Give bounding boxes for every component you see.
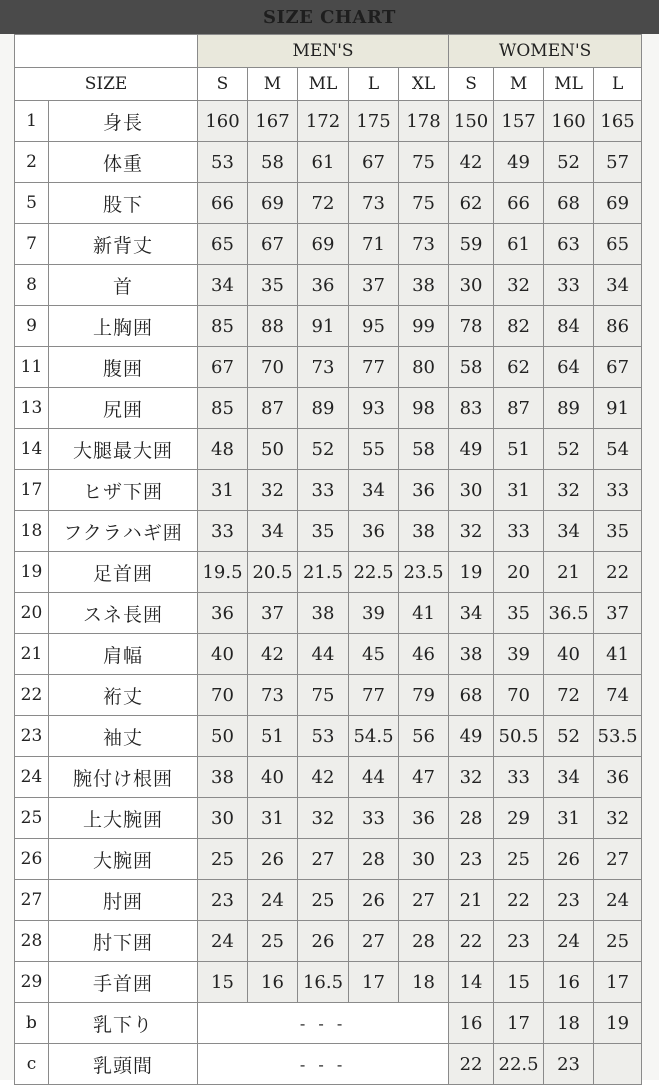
mens-value-cell: 87 — [248, 388, 298, 429]
table-row — [15, 880, 642, 921]
womens-value-cell: 42 — [449, 142, 494, 183]
womens-value-cell: 49 — [494, 142, 544, 183]
mens-value-cell: 99 — [399, 306, 449, 347]
womens-value-cell: 16 — [449, 1003, 494, 1044]
mens-value-cell: 58 — [248, 142, 298, 183]
mens-value-cell: 44 — [349, 757, 399, 798]
mens-value-cell: 27 — [298, 839, 349, 880]
mens-value-cell: 91 — [298, 306, 349, 347]
womens-value-cell: 19 — [594, 1003, 642, 1044]
table-row — [15, 142, 642, 183]
womens-value-cell: 36 — [594, 757, 642, 798]
mens-value-cell: 27 — [399, 880, 449, 921]
womens-value-cell: 34 — [544, 511, 594, 552]
mens-value-cell: 35 — [298, 511, 349, 552]
womens-value-cell: 32 — [594, 798, 642, 839]
table-row — [15, 634, 642, 675]
table-row — [15, 347, 642, 388]
womens-value-cell: 29 — [494, 798, 544, 839]
measurement-name-cell: 股下 — [49, 183, 198, 224]
row-number-cell: 25 — [15, 798, 49, 839]
womens-value-cell: 14 — [449, 962, 494, 1003]
mens-value-cell: 41 — [399, 593, 449, 634]
mens-value-cell: 36 — [399, 470, 449, 511]
mens-value-cell: 61 — [298, 142, 349, 183]
row-number-cell: 13 — [15, 388, 49, 429]
mens-value-cell: 66 — [198, 183, 248, 224]
row-number-cell: 21 — [15, 634, 49, 675]
womens-size-header: L — [594, 68, 642, 101]
mens-value-cell: 53 — [198, 142, 248, 183]
mens-value-cell: 67 — [248, 224, 298, 265]
mens-value-cell: 25 — [298, 880, 349, 921]
womens-value-cell: 87 — [494, 388, 544, 429]
mens-value-cell: 48 — [198, 429, 248, 470]
womens-value-cell: 24 — [544, 921, 594, 962]
mens-value-cell: 23.5 — [399, 552, 449, 593]
mens-not-applicable-cell: - - - — [198, 1044, 449, 1085]
mens-value-cell: 77 — [349, 347, 399, 388]
womens-value-cell: 25 — [594, 921, 642, 962]
table-row — [15, 839, 642, 880]
mens-value-cell: 34 — [248, 511, 298, 552]
mens-value-cell: 21.5 — [298, 552, 349, 593]
womens-value-cell: 52 — [544, 142, 594, 183]
table-row — [15, 798, 642, 839]
womens-value-cell: 22 — [594, 552, 642, 593]
womens-value-cell: 53.5 — [594, 716, 642, 757]
womens-value-cell: 30 — [449, 265, 494, 306]
womens-value-cell: 17 — [494, 1003, 544, 1044]
mens-value-cell: 45 — [349, 634, 399, 675]
mens-value-cell: 32 — [298, 798, 349, 839]
womens-value-cell: 31 — [494, 470, 544, 511]
measurement-name-cell: 肩幅 — [49, 634, 198, 675]
size-chart-table — [14, 34, 642, 1085]
womens-value-cell: 150 — [449, 101, 494, 142]
womens-value-cell: 35 — [494, 593, 544, 634]
table-row — [15, 593, 642, 634]
table-row — [15, 675, 642, 716]
womens-value-cell: 165 — [594, 101, 642, 142]
womens-value-cell: 72 — [544, 675, 594, 716]
measurement-name-cell: 大腿最大囲 — [49, 429, 198, 470]
mens-value-cell: 36 — [349, 511, 399, 552]
table-row — [15, 552, 642, 593]
mens-value-cell: 16 — [248, 962, 298, 1003]
womens-value-cell: 67 — [594, 347, 642, 388]
womens-value-cell: 41 — [594, 634, 642, 675]
womens-value-cell: 28 — [449, 798, 494, 839]
mens-value-cell: 26 — [248, 839, 298, 880]
womens-value-cell: 65 — [594, 224, 642, 265]
measurement-name-cell: 袖丈 — [49, 716, 198, 757]
row-number-cell: 5 — [15, 183, 49, 224]
mens-value-cell: 73 — [349, 183, 399, 224]
chart-title-bar — [0, 0, 659, 34]
measurement-name-cell: 首 — [49, 265, 198, 306]
womens-value-cell: 68 — [449, 675, 494, 716]
womens-value-cell: 15 — [494, 962, 544, 1003]
table-row — [15, 183, 642, 224]
table-row — [15, 962, 642, 1003]
row-number-cell: 26 — [15, 839, 49, 880]
mens-value-cell: 73 — [248, 675, 298, 716]
mens-value-cell: 50 — [198, 716, 248, 757]
womens-value-cell: 31 — [544, 798, 594, 839]
womens-value-cell: 49 — [449, 716, 494, 757]
row-number-cell: b — [15, 1003, 49, 1044]
mens-value-cell: 67 — [198, 347, 248, 388]
row-number-cell: 9 — [15, 306, 49, 347]
mens-value-cell: 93 — [349, 388, 399, 429]
womens-value-cell: 52 — [544, 716, 594, 757]
womens-value-cell: 38 — [449, 634, 494, 675]
mens-value-cell: 33 — [298, 470, 349, 511]
row-number-cell: 14 — [15, 429, 49, 470]
womens-value-cell: 22.5 — [494, 1044, 544, 1085]
measurement-name-cell: 肘囲 — [49, 880, 198, 921]
womens-value-cell: 26 — [544, 839, 594, 880]
womens-value-cell: 69 — [594, 183, 642, 224]
measurement-name-cell: 腕付け根囲 — [49, 757, 198, 798]
womens-value-cell: 23 — [544, 880, 594, 921]
womens-value-cell: 64 — [544, 347, 594, 388]
mens-value-cell: 34 — [198, 265, 248, 306]
mens-value-cell: 40 — [248, 757, 298, 798]
corner-blank-cell — [15, 35, 198, 68]
mens-value-cell: 44 — [298, 634, 349, 675]
table-row — [15, 224, 642, 265]
womens-value-cell: 33 — [594, 470, 642, 511]
measurement-name-cell: 新背丈 — [49, 224, 198, 265]
size-header-row — [15, 68, 642, 101]
womens-value-cell: 23 — [449, 839, 494, 880]
mens-value-cell: 30 — [198, 798, 248, 839]
row-number-cell: 7 — [15, 224, 49, 265]
mens-value-cell: 35 — [248, 265, 298, 306]
row-number-cell: 19 — [15, 552, 49, 593]
mens-value-cell: 69 — [248, 183, 298, 224]
womens-value-cell: 36.5 — [544, 593, 594, 634]
mens-value-cell: 50 — [248, 429, 298, 470]
row-number-cell: 17 — [15, 470, 49, 511]
womens-value-cell: 40 — [544, 634, 594, 675]
mens-value-cell: 17 — [349, 962, 399, 1003]
mens-value-cell: 39 — [349, 593, 399, 634]
mens-value-cell: 37 — [248, 593, 298, 634]
row-number-cell: 11 — [15, 347, 49, 388]
table-row — [15, 388, 642, 429]
womens-value-cell — [594, 1044, 642, 1085]
mens-value-cell: 54.5 — [349, 716, 399, 757]
womens-value-cell: 34 — [544, 757, 594, 798]
row-number-cell: 22 — [15, 675, 49, 716]
measurement-name-cell: 上胸囲 — [49, 306, 198, 347]
mens-value-cell: 26 — [298, 921, 349, 962]
table-row — [15, 716, 642, 757]
mens-value-cell: 26 — [349, 880, 399, 921]
mens-value-cell: 70 — [198, 675, 248, 716]
mens-value-cell: 36 — [298, 265, 349, 306]
womens-value-cell: 34 — [594, 265, 642, 306]
womens-value-cell: 23 — [544, 1044, 594, 1085]
womens-value-cell: 39 — [494, 634, 544, 675]
mens-value-cell: 65 — [198, 224, 248, 265]
mens-value-cell: 47 — [399, 757, 449, 798]
mens-value-cell: 51 — [248, 716, 298, 757]
mens-value-cell: 18 — [399, 962, 449, 1003]
mens-value-cell: 88 — [248, 306, 298, 347]
womens-value-cell: 24 — [594, 880, 642, 921]
measurement-name-cell: 肘下囲 — [49, 921, 198, 962]
mens-value-cell: 80 — [399, 347, 449, 388]
womens-value-cell: 23 — [494, 921, 544, 962]
mens-value-cell: 25 — [198, 839, 248, 880]
mens-value-cell: 34 — [349, 470, 399, 511]
mens-value-cell: 22.5 — [349, 552, 399, 593]
mens-value-cell: 38 — [399, 265, 449, 306]
mens-value-cell: 31 — [198, 470, 248, 511]
measurement-name-cell: 上大腕囲 — [49, 798, 198, 839]
mens-value-cell: 73 — [298, 347, 349, 388]
mens-group-header: MEN'S — [198, 35, 449, 68]
mens-value-cell: 37 — [349, 265, 399, 306]
mens-value-cell: 160 — [198, 101, 248, 142]
womens-value-cell: 66 — [494, 183, 544, 224]
womens-value-cell: 78 — [449, 306, 494, 347]
womens-value-cell: 33 — [494, 757, 544, 798]
womens-value-cell: 22 — [449, 921, 494, 962]
womens-value-cell: 62 — [494, 347, 544, 388]
mens-value-cell: 20.5 — [248, 552, 298, 593]
mens-value-cell: 31 — [248, 798, 298, 839]
mens-value-cell: 19.5 — [198, 552, 248, 593]
mens-value-cell: 95 — [349, 306, 399, 347]
measurement-name-cell: 手首囲 — [49, 962, 198, 1003]
mens-value-cell: 38 — [399, 511, 449, 552]
measurement-name-cell: 体重 — [49, 142, 198, 183]
measurement-name-cell: ヒザ下囲 — [49, 470, 198, 511]
row-number-cell: 23 — [15, 716, 49, 757]
womens-value-cell: 37 — [594, 593, 642, 634]
mens-not-applicable-cell: - - - — [198, 1003, 449, 1044]
row-number-cell: 28 — [15, 921, 49, 962]
womens-value-cell: 32 — [494, 265, 544, 306]
womens-value-cell: 32 — [449, 757, 494, 798]
womens-value-cell: 35 — [594, 511, 642, 552]
womens-value-cell: 84 — [544, 306, 594, 347]
measurement-name-cell: 足首囲 — [49, 552, 198, 593]
womens-value-cell: 62 — [449, 183, 494, 224]
womens-value-cell: 59 — [449, 224, 494, 265]
womens-value-cell: 51 — [494, 429, 544, 470]
womens-value-cell: 19 — [449, 552, 494, 593]
measurement-name-cell: フクラハギ囲 — [49, 511, 198, 552]
row-number-cell: 29 — [15, 962, 49, 1003]
womens-value-cell: 20 — [494, 552, 544, 593]
mens-value-cell: 167 — [248, 101, 298, 142]
womens-value-cell: 63 — [544, 224, 594, 265]
mens-value-cell: 33 — [349, 798, 399, 839]
womens-value-cell: 57 — [594, 142, 642, 183]
mens-value-cell: 33 — [198, 511, 248, 552]
measurement-name-cell: 大腕囲 — [49, 839, 198, 880]
mens-size-header: L — [349, 68, 399, 101]
table-row — [15, 265, 642, 306]
womens-value-cell: 86 — [594, 306, 642, 347]
womens-value-cell: 68 — [544, 183, 594, 224]
womens-size-header: S — [449, 68, 494, 101]
measurement-name-cell: 乳下り — [49, 1003, 198, 1044]
mens-value-cell: 85 — [198, 388, 248, 429]
mens-value-cell: 69 — [298, 224, 349, 265]
mens-value-cell: 73 — [399, 224, 449, 265]
table-row — [15, 757, 642, 798]
mens-value-cell: 32 — [248, 470, 298, 511]
mens-value-cell: 175 — [349, 101, 399, 142]
row-number-cell: 24 — [15, 757, 49, 798]
womens-value-cell: 33 — [544, 265, 594, 306]
mens-value-cell: 71 — [349, 224, 399, 265]
womens-value-cell: 21 — [449, 880, 494, 921]
womens-value-cell: 30 — [449, 470, 494, 511]
mens-value-cell: 16.5 — [298, 962, 349, 1003]
mens-value-cell: 72 — [298, 183, 349, 224]
womens-value-cell: 82 — [494, 306, 544, 347]
mens-value-cell: 38 — [298, 593, 349, 634]
mens-value-cell: 75 — [399, 183, 449, 224]
womens-value-cell: 16 — [544, 962, 594, 1003]
womens-value-cell: 34 — [449, 593, 494, 634]
row-number-cell: 18 — [15, 511, 49, 552]
row-number-cell: 8 — [15, 265, 49, 306]
mens-value-cell: 28 — [399, 921, 449, 962]
womens-value-cell: 83 — [449, 388, 494, 429]
measurement-name-cell: 裄丈 — [49, 675, 198, 716]
row-number-cell: 27 — [15, 880, 49, 921]
mens-value-cell: 36 — [198, 593, 248, 634]
mens-value-cell: 24 — [248, 880, 298, 921]
table-row — [15, 101, 642, 142]
mens-size-header: XL — [399, 68, 449, 101]
mens-size-header: M — [248, 68, 298, 101]
womens-value-cell: 91 — [594, 388, 642, 429]
womens-value-cell: 22 — [449, 1044, 494, 1085]
mens-value-cell: 36 — [399, 798, 449, 839]
measurement-name-cell: 乳頭間 — [49, 1044, 198, 1085]
mens-value-cell: 98 — [399, 388, 449, 429]
table-row — [15, 921, 642, 962]
mens-value-cell: 15 — [198, 962, 248, 1003]
mens-size-header: ML — [298, 68, 349, 101]
mens-value-cell: 89 — [298, 388, 349, 429]
mens-value-cell: 30 — [399, 839, 449, 880]
womens-value-cell: 89 — [544, 388, 594, 429]
mens-value-cell: 24 — [198, 921, 248, 962]
mens-value-cell: 42 — [248, 634, 298, 675]
row-number-cell: 2 — [15, 142, 49, 183]
mens-value-cell: 25 — [248, 921, 298, 962]
mens-value-cell: 40 — [198, 634, 248, 675]
row-number-cell: c — [15, 1044, 49, 1085]
chart-title: SIZE CHART — [263, 6, 396, 28]
mens-value-cell: 77 — [349, 675, 399, 716]
table-row — [15, 1044, 642, 1085]
womens-value-cell: 33 — [494, 511, 544, 552]
womens-value-cell: 58 — [449, 347, 494, 388]
measurement-name-cell: 腹囲 — [49, 347, 198, 388]
mens-value-cell: 172 — [298, 101, 349, 142]
mens-value-cell: 67 — [349, 142, 399, 183]
size-label-header: SIZE — [15, 68, 198, 101]
mens-value-cell: 38 — [198, 757, 248, 798]
womens-size-header: ML — [544, 68, 594, 101]
table-row — [15, 306, 642, 347]
womens-value-cell: 70 — [494, 675, 544, 716]
womens-value-cell: 32 — [544, 470, 594, 511]
mens-value-cell: 75 — [399, 142, 449, 183]
mens-value-cell: 52 — [298, 429, 349, 470]
row-number-cell: 1 — [15, 101, 49, 142]
womens-size-header: M — [494, 68, 544, 101]
mens-value-cell: 58 — [399, 429, 449, 470]
group-header-row — [15, 35, 642, 68]
measurement-name-cell: スネ長囲 — [49, 593, 198, 634]
row-number-cell: 20 — [15, 593, 49, 634]
womens-value-cell: 61 — [494, 224, 544, 265]
table-row — [15, 511, 642, 552]
mens-value-cell: 70 — [248, 347, 298, 388]
mens-value-cell: 53 — [298, 716, 349, 757]
womens-value-cell: 22 — [494, 880, 544, 921]
mens-value-cell: 56 — [399, 716, 449, 757]
womens-value-cell: 25 — [494, 839, 544, 880]
mens-value-cell: 46 — [399, 634, 449, 675]
womens-value-cell: 18 — [544, 1003, 594, 1044]
womens-value-cell: 50.5 — [494, 716, 544, 757]
measurement-name-cell: 身長 — [49, 101, 198, 142]
womens-value-cell: 160 — [544, 101, 594, 142]
table-row — [15, 470, 642, 511]
womens-value-cell: 52 — [544, 429, 594, 470]
womens-value-cell: 32 — [449, 511, 494, 552]
mens-value-cell: 79 — [399, 675, 449, 716]
measurement-name-cell: 尻囲 — [49, 388, 198, 429]
mens-size-header: S — [198, 68, 248, 101]
table-row — [15, 1003, 642, 1044]
mens-value-cell: 55 — [349, 429, 399, 470]
womens-value-cell: 27 — [594, 839, 642, 880]
womens-value-cell: 17 — [594, 962, 642, 1003]
mens-value-cell: 42 — [298, 757, 349, 798]
table-row — [15, 429, 642, 470]
mens-value-cell: 27 — [349, 921, 399, 962]
mens-value-cell: 85 — [198, 306, 248, 347]
mens-value-cell: 28 — [349, 839, 399, 880]
mens-value-cell: 178 — [399, 101, 449, 142]
mens-value-cell: 23 — [198, 880, 248, 921]
womens-value-cell: 21 — [544, 552, 594, 593]
womens-value-cell: 74 — [594, 675, 642, 716]
womens-group-header: WOMEN'S — [449, 35, 642, 68]
womens-value-cell: 54 — [594, 429, 642, 470]
womens-value-cell: 157 — [494, 101, 544, 142]
womens-value-cell: 49 — [449, 429, 494, 470]
mens-value-cell: 75 — [298, 675, 349, 716]
